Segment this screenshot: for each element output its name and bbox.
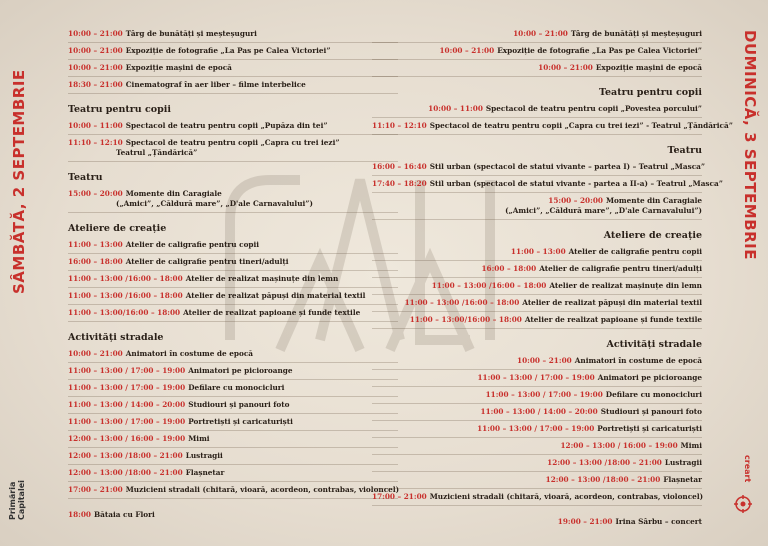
item-text: Studiouri și panouri foto	[600, 407, 702, 416]
item-text: Muzicieni stradali (chitară, vioară, acordeon, contrabas, violoncel)	[429, 492, 704, 501]
item-text: Lustragii	[185, 451, 223, 460]
list-item	[68, 135, 398, 162]
item-time: 12:00 – 13:00 /18:00 – 21:00	[547, 458, 662, 467]
item-text: Atelier de realizat papioane și funde textile	[524, 315, 702, 324]
item-text: Flașnetar	[185, 468, 225, 477]
item-time: 12:00 – 13:00 /18:00 – 21:00	[68, 451, 183, 460]
item-time: 10:00 – 21:00	[538, 63, 593, 72]
item-text: Flașnetar	[663, 475, 702, 484]
list-item	[372, 261, 702, 278]
creart-logo	[730, 455, 754, 515]
list-item	[372, 295, 702, 312]
item-time: 11:00 – 13:00 / 14:00 – 20:00	[68, 400, 186, 409]
item-text: Animatori pe picioroange	[597, 373, 702, 382]
item-time: 16:00 – 18:00	[68, 257, 123, 266]
list-item	[372, 193, 702, 220]
list-item	[68, 26, 398, 43]
saturday-top-list	[68, 26, 398, 94]
list-item	[68, 186, 398, 213]
day-title-saturday: SÂMBĂTĂ, 2 SEPTEMBRIE	[10, 69, 28, 294]
list-item	[372, 404, 702, 421]
list-item	[68, 507, 398, 523]
item-text: Atelier de caligrafie pentru copii	[125, 240, 260, 249]
list-item	[372, 387, 702, 404]
list-item	[372, 455, 702, 472]
sunday-column	[372, 26, 733, 530]
section-heading: Teatru	[68, 172, 103, 183]
item-time: 17:00 – 21:00	[372, 492, 427, 501]
day-title-sunday: DUMINICĂ, 3 SEPTEMBRIE	[741, 30, 759, 261]
item-subtext: Teatrul „Țăndărică”	[116, 148, 198, 157]
item-time: 11:00 – 13:00 /16:00 – 18:00	[68, 291, 183, 300]
list-item	[372, 370, 702, 387]
list-item	[372, 176, 723, 193]
item-time: 11:00 – 13:00 / 14:00 – 20:00	[480, 407, 598, 416]
list-item	[68, 397, 398, 414]
item-text: Studiouri și panouri foto	[188, 400, 290, 409]
item-time: 18:00	[68, 510, 92, 519]
item-time: 11:00 – 13:00/16:00 – 18:00	[409, 315, 522, 324]
section-heading: Activități stradale	[606, 339, 702, 350]
list-item	[68, 465, 398, 482]
item-text: Atelier de caligrafie pentru tineri/adulți	[125, 257, 289, 266]
item-time: 19:00 – 21:00	[557, 517, 613, 526]
list-item	[372, 514, 702, 530]
item-subtext: („Amici”, „Căldură mare”, „D'ale Carnavalului”)	[505, 206, 702, 215]
list-item	[372, 118, 733, 135]
list-item	[372, 278, 702, 295]
list-item	[68, 288, 398, 305]
item-text: Atelier de caligrafie pentru tineri/adulți	[539, 264, 702, 273]
item-text: Spectacol de teatru pentru copii „Capra cu trei iezi” - Teatrul „Țăndărică”	[429, 121, 733, 130]
item-time: 11:00 – 13:00	[510, 247, 566, 256]
item-text: Spectacol de teatru pentru copii „Povestea porcului”	[485, 104, 702, 113]
item-text: Momente din Caragiale	[605, 196, 702, 205]
item-text: Lustragii	[664, 458, 702, 467]
section-heading: Teatru pentru copii	[68, 104, 171, 115]
section-heading: Teatru pentru copii	[599, 87, 702, 98]
list-item	[372, 438, 702, 455]
primaria-capitalei-logo	[8, 440, 42, 520]
item-text: Animatori în costume de epocă	[574, 356, 702, 365]
item-text: Defilare cu monocicluri	[605, 390, 702, 399]
item-text: Portretiști și caricaturiști	[188, 417, 293, 426]
item-text: Atelier de caligrafie pentru copii	[568, 247, 702, 256]
item-text: Expoziție de fotografie „La Pas pe Calea Victoriei”	[125, 46, 331, 55]
section-heading: Ateliere de creație	[68, 223, 167, 234]
list-item	[68, 363, 398, 380]
item-text: Irina Sârbu – concert	[615, 517, 702, 526]
list-item	[68, 254, 398, 271]
list-item	[68, 77, 398, 94]
item-time: 12:00 – 13:00 / 16:00 – 19:00	[68, 434, 186, 443]
item-time: 17:00 – 21:00	[68, 485, 123, 494]
item-text: Atelier de realizat papioane și funde textile	[183, 308, 361, 317]
item-time: 11:10 – 12:10	[372, 121, 427, 130]
item-text: Bătaia cu Flori	[94, 510, 155, 519]
item-time: 11:00 – 13:00 /16:00 – 18:00	[68, 274, 183, 283]
item-text: Expoziție de fotografie „La Pas pe Calea Victoriei”	[497, 46, 702, 55]
item-text: Stil urban (spectacol de statui vivante – partea I) – Teatrul „Masca”	[429, 162, 706, 171]
section-heading: Teatru	[667, 145, 702, 156]
item-time: 10:00 – 11:00	[68, 121, 123, 130]
item-text: Momente din Caragiale	[125, 189, 222, 198]
item-time: 16:00 – 18:00	[481, 264, 537, 273]
list-item	[68, 414, 398, 431]
item-text: Defilare cu monocicluri	[188, 383, 285, 392]
item-time: 11:00 – 13:00 / 17:00 – 19:00	[68, 366, 186, 375]
item-time: 11:00 – 13:00 / 17:00 – 19:00	[485, 390, 603, 399]
item-text: Expoziție mașini de epocă	[125, 63, 232, 72]
item-time: 10:00 – 21:00	[68, 46, 123, 55]
section-heading: Activități stradale	[68, 332, 164, 343]
item-text: Atelier de realizat mașinuțe din lemn	[549, 281, 702, 290]
item-time: 11:00 – 13:00 / 17:00 – 19:00	[68, 417, 186, 426]
item-time: 12:00 – 13:00 /18:00 – 21:00	[545, 475, 661, 484]
item-time: 10:00 – 21:00	[68, 349, 123, 358]
list-item	[372, 421, 702, 438]
item-time: 10:00 – 21:00	[439, 46, 495, 55]
item-time: 10:00 – 21:00	[517, 356, 572, 365]
item-text: Târg de bunătăți și meșteșuguri	[570, 29, 702, 38]
item-time: 12:00 – 13:00 / 16:00 – 19:00	[560, 441, 678, 450]
item-text: Atelier de realizat mașinuțe din lemn	[185, 274, 339, 283]
item-text: Spectacol de teatru pentru copii „Pupăza din tei”	[125, 121, 328, 130]
item-time: 11:00 – 13:00 /16:00 – 18:00	[404, 298, 520, 307]
item-text: Expoziție mașini de epocă	[595, 63, 702, 72]
item-text: Cinematograf în aer liber – filme interbelice	[125, 80, 306, 89]
list-item	[68, 118, 398, 135]
list-item	[68, 237, 398, 254]
list-item	[372, 353, 702, 370]
saturday-column	[68, 26, 398, 523]
item-text: Stil urban (spectacol de statui vivante - partea a II-a) – Teatrul „Masca”	[429, 179, 723, 188]
list-item	[372, 489, 702, 506]
item-time: 11:00 – 13:00	[68, 240, 123, 249]
item-time: 18:30 – 21:00	[68, 80, 123, 89]
list-item	[68, 271, 398, 288]
logo-text-line2: Capitalei	[17, 480, 26, 520]
list-item	[372, 43, 702, 60]
item-text: Mimi	[680, 441, 702, 450]
list-item	[372, 312, 702, 329]
list-item	[68, 305, 398, 322]
item-time: 10:00 – 21:00	[68, 29, 123, 38]
logo-text-line1: Primăria	[8, 481, 17, 520]
list-item	[68, 431, 398, 448]
section-heading: Ateliere de creație	[603, 230, 702, 241]
list-item	[372, 26, 702, 43]
compass-icon	[734, 495, 752, 513]
item-subtext: („Amici”, „Căldură mare”, „D'ale Carnavalului”)	[116, 199, 313, 208]
item-time: 10:00 – 11:00	[428, 104, 483, 113]
list-item	[68, 448, 398, 465]
item-time: 11:00 – 13:00 /16:00 – 18:00	[431, 281, 547, 290]
item-time: 17:40 – 18:20	[372, 179, 427, 188]
item-text: Portretiști și caricaturiști	[597, 424, 702, 433]
list-item	[372, 60, 702, 77]
item-text: Animatori pe picioroange	[188, 366, 293, 375]
item-text: Animatori în costume de epocă	[125, 349, 253, 358]
list-item	[68, 346, 398, 363]
list-item	[372, 101, 702, 118]
list-item	[372, 244, 702, 261]
item-text: Spectacol de teatru pentru copii „Capra cu trei iezi”	[125, 138, 340, 147]
item-time: 16:00 – 16:40	[372, 162, 427, 171]
item-text: Mimi	[188, 434, 210, 443]
item-time: 10:00 – 21:00	[68, 63, 123, 72]
item-time: 12:00 – 13:00 /18:00 – 21:00	[68, 468, 183, 477]
item-time: 11:00 – 13:00 / 17:00 – 19:00	[477, 373, 595, 382]
item-text: Atelier de realizat păpuși din material textil	[185, 291, 366, 300]
item-time: 11:00 – 13:00 / 17:00 – 19:00	[68, 383, 186, 392]
item-text: Atelier de realizat păpuși din material textil	[522, 298, 702, 307]
list-item	[68, 482, 398, 499]
item-time: 11:00 – 13:00 / 17:00 – 19:00	[477, 424, 595, 433]
item-text: Târg de bunătăți și meșteșuguri	[125, 29, 257, 38]
list-item	[68, 60, 398, 77]
list-item	[68, 380, 398, 397]
item-time: 15:00 – 20:00	[68, 189, 123, 198]
item-time: 15:00 – 20:00	[548, 196, 603, 205]
list-item	[372, 472, 702, 489]
item-text: Muzicieni stradali (chitară, vioară, acordeon, contrabas, violoncel)	[125, 485, 400, 494]
item-time: 11:00 – 13:00/16:00 – 18:00	[68, 308, 181, 317]
item-time: 10:00 – 21:00	[513, 29, 568, 38]
item-time: 11:10 – 12:10	[68, 138, 123, 147]
creart-logo-text: creart	[743, 455, 752, 483]
list-item	[372, 159, 706, 176]
list-item	[68, 43, 398, 60]
